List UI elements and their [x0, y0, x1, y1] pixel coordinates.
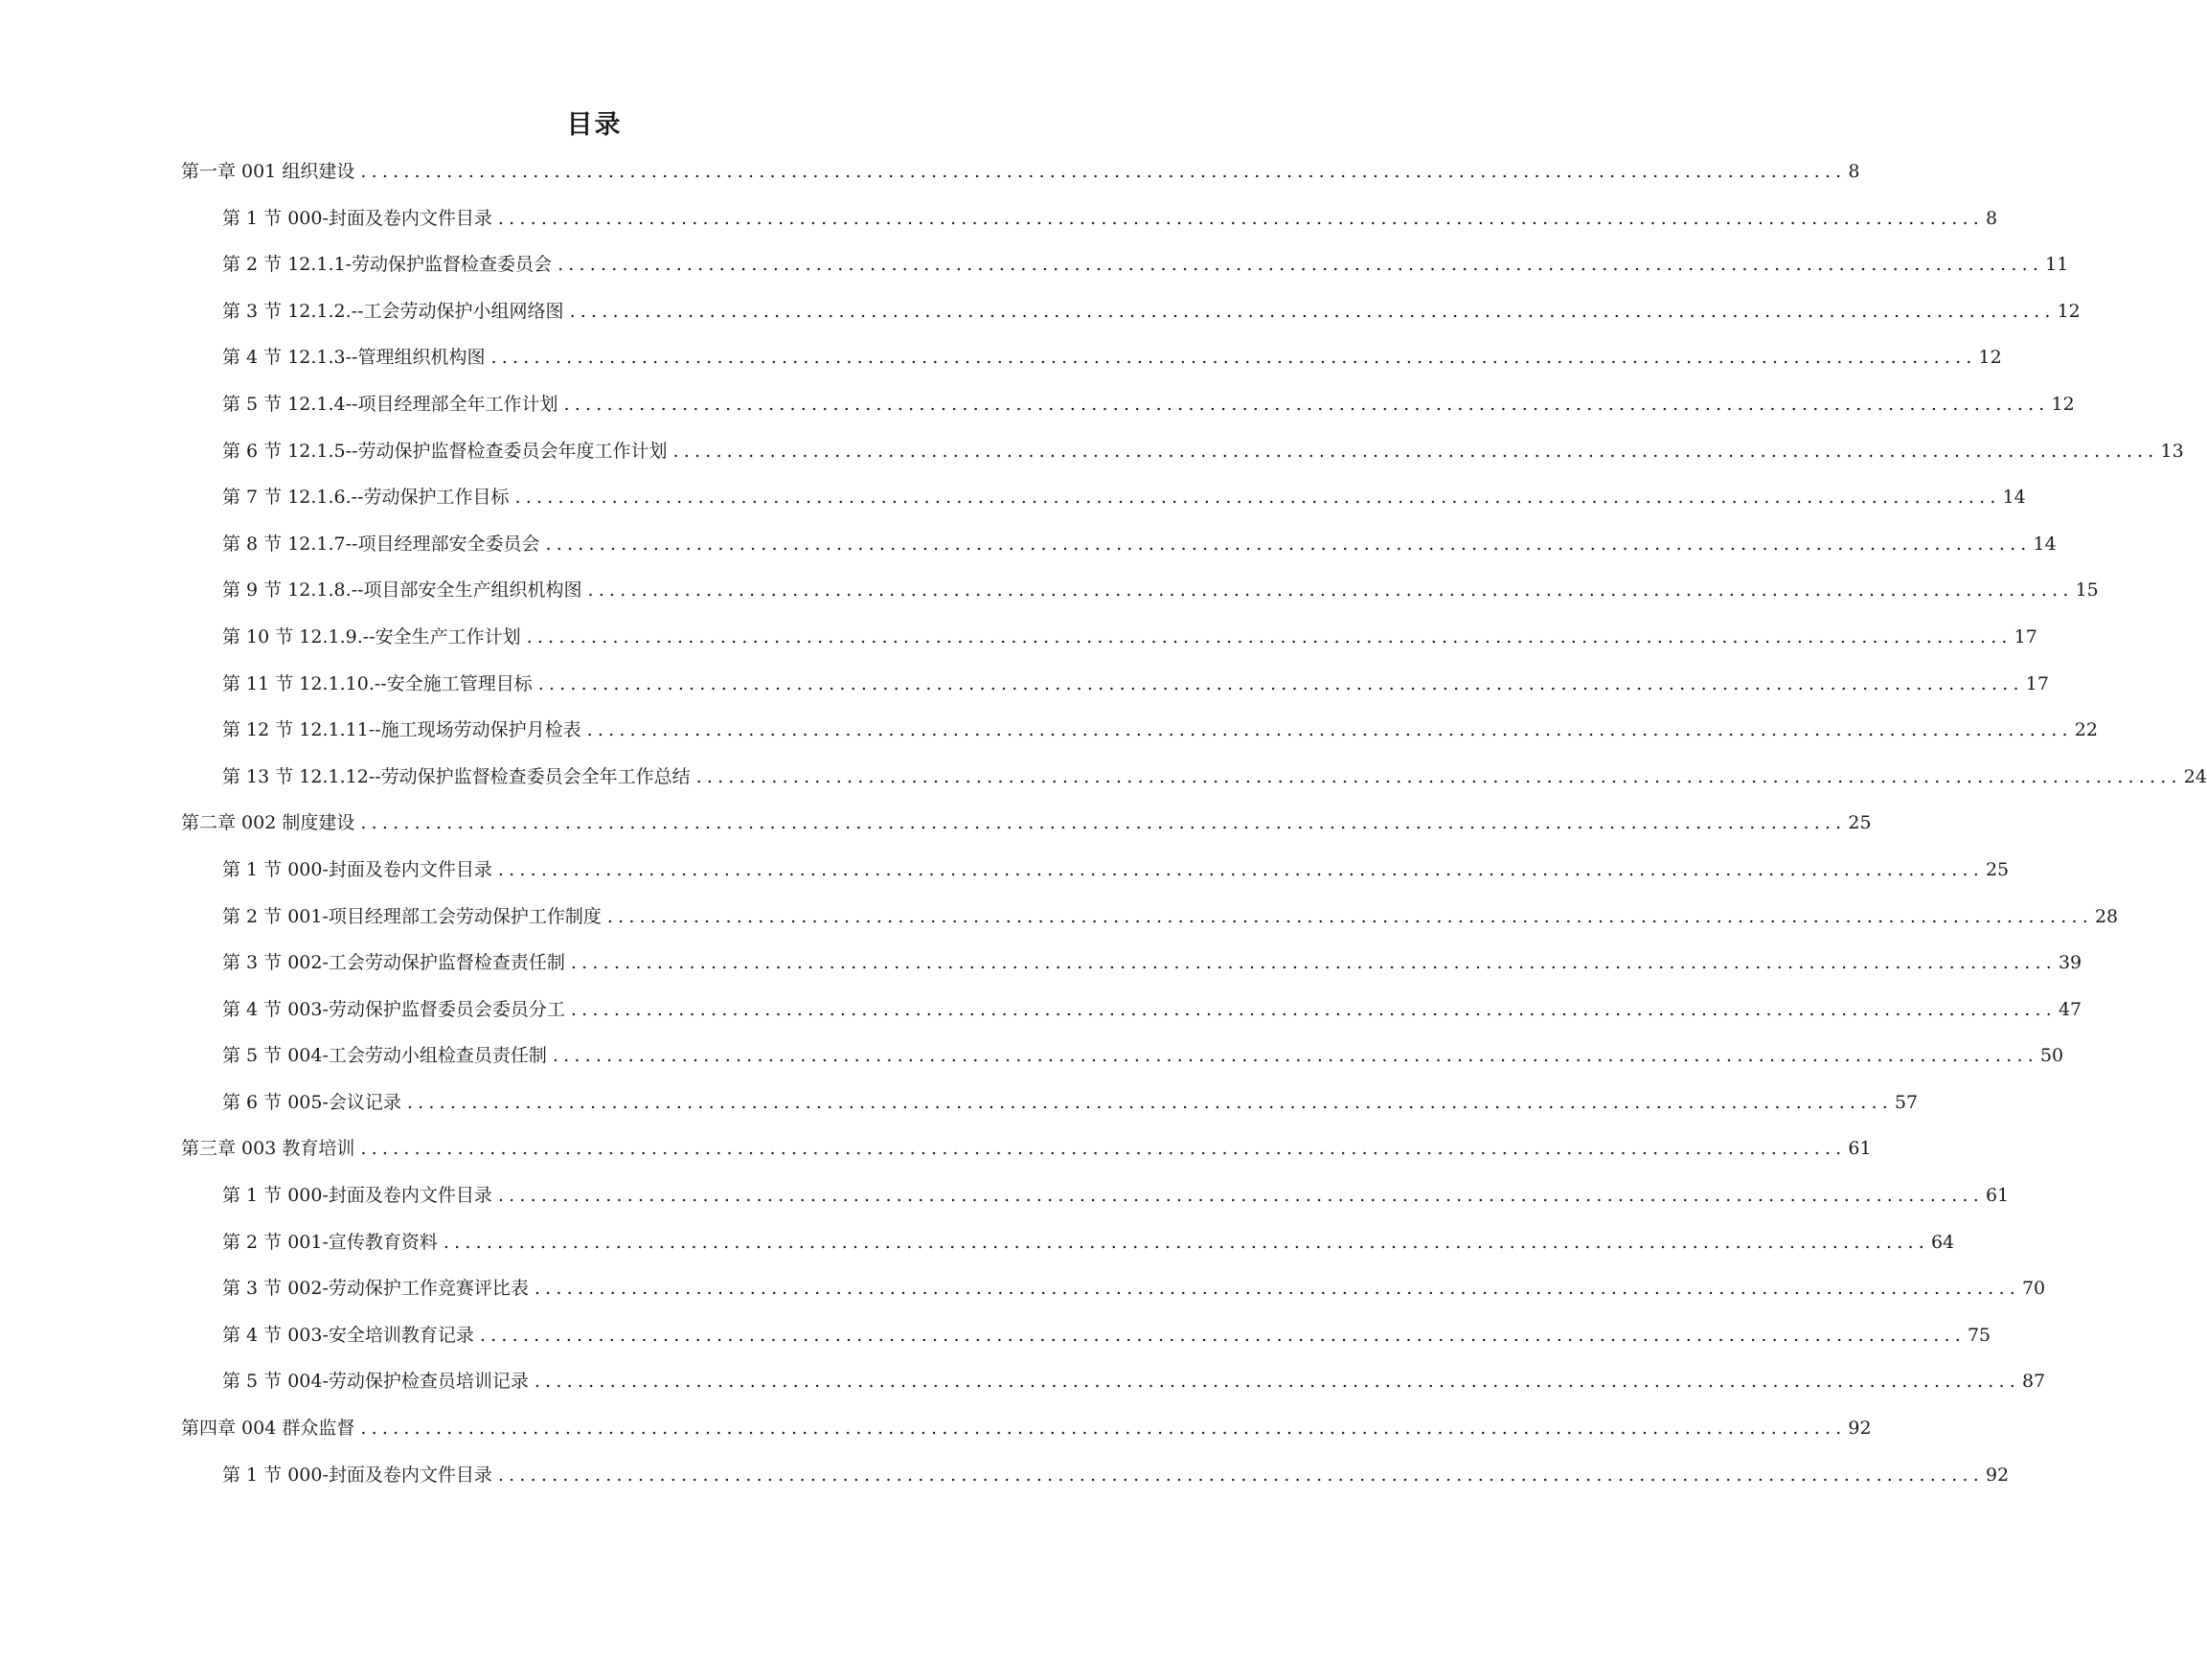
dot-leader: .......................................................................................................................................... — [443, 1231, 1929, 1253]
toc-section-entry[interactable] — [0, 624, 2037, 671]
dot-leader: .......................................................................................................................................... — [479, 1324, 1966, 1346]
toc-section-entry[interactable] — [0, 345, 2002, 392]
dot-leader: .......................................................................................................................................... — [586, 719, 2073, 741]
toc-entry-label: 第 1 节 000-封面及卷内文件目录 — [222, 207, 492, 229]
toc-entry-label: 第一章 001 组织建设 — [181, 161, 355, 182]
toc-section-entry[interactable] — [0, 1323, 1991, 1370]
toc-entry-label: 第 2 节 001-宣传教育资料 — [222, 1231, 438, 1253]
toc-page-number: 50 — [2039, 1045, 2064, 1067]
toc-page-number: 25 — [1848, 812, 1872, 834]
dot-leader: .......................................................................................................................................... — [672, 440, 2159, 462]
toc-page-number: 57 — [1894, 1091, 1919, 1113]
toc-page-number: 24 — [2183, 765, 2207, 787]
toc-page-number: 92 — [1985, 1464, 2010, 1486]
toc-entry-label: 第 4 节 003-安全培训教育记录 — [222, 1324, 474, 1346]
dot-leader: .......................................................................................................................................... — [695, 765, 2182, 787]
toc-page-number: 25 — [1985, 858, 2010, 880]
toc-entry-label: 第 1 节 000-封面及卷内文件目录 — [222, 858, 492, 880]
toc-entry-label: 第 2 节 12.1.1-劳动保护监督检查委员会 — [222, 254, 553, 276]
toc-page-number: 15 — [2075, 579, 2099, 602]
toc-section-entry[interactable] — [0, 252, 2069, 299]
toc-section-entry[interactable] — [0, 299, 2081, 346]
toc-entry-label: 第二章 002 制度建设 — [181, 812, 355, 834]
toc-entry-label: 第 5 节 004-劳动保护检查员培训记录 — [222, 1371, 529, 1393]
toc-page-number: 39 — [2058, 952, 2082, 974]
dot-leader: .......................................................................................................................................... — [537, 672, 2024, 694]
toc-section-entry[interactable] — [0, 1043, 2064, 1090]
toc-section-entry[interactable] — [0, 578, 2099, 624]
toc-section-entry[interactable] — [0, 392, 2075, 439]
toc-page-number: 87 — [2021, 1371, 2046, 1393]
toc-section-entry[interactable] — [0, 1369, 2046, 1416]
toc-page-number: 14 — [2002, 487, 2026, 509]
table-of-contents — [0, 159, 2207, 1509]
toc-entry-label: 第四章 004 群众监督 — [181, 1418, 355, 1440]
toc-chapter-entry[interactable] — [0, 1416, 1872, 1463]
toc-page-number: 14 — [2033, 533, 2057, 555]
dot-leader: .......................................................................................................................................... — [587, 579, 2074, 602]
dot-leader: .......................................................................................................................................... — [497, 858, 1984, 880]
dot-leader: .......................................................................................................................................... — [552, 1045, 2038, 1067]
toc-entry-label: 第 4 节 12.1.3--管理组织机构图 — [222, 347, 486, 369]
toc-section-entry[interactable] — [0, 997, 2082, 1044]
toc-page-number: 12 — [2057, 300, 2081, 322]
dot-leader: .......................................................................................................................................... — [490, 347, 1977, 369]
toc-entry-label: 第 1 节 000-封面及卷内文件目录 — [222, 1464, 492, 1486]
toc-page-number: 61 — [1848, 1138, 1872, 1160]
toc-entry-label: 第 8 节 12.1.7--项目经理部安全委员会 — [222, 533, 540, 555]
dot-leader: .......................................................................................................................................... — [360, 161, 1847, 182]
toc-section-entry[interactable] — [0, 857, 2010, 904]
toc-entry-label: 第三章 003 教育培训 — [181, 1138, 355, 1160]
page-title: 目录 — [566, 110, 623, 140]
toc-entry-label: 第 10 节 12.1.9.--安全生产工作计划 — [222, 625, 521, 647]
toc-section-entry[interactable] — [0, 1463, 2010, 1510]
dot-leader: .......................................................................................................................................... — [514, 487, 2001, 509]
toc-page-number: 8 — [1848, 161, 1860, 182]
toc-entry-label: 第 6 节 12.1.5--劳动保护监督检查委员会年度工作计划 — [222, 440, 668, 462]
dot-leader: .......................................................................................................................................... — [360, 1418, 1847, 1440]
dot-leader: .......................................................................................................................................... — [360, 1138, 1847, 1160]
toc-page-number: 11 — [2045, 254, 2069, 276]
toc-page-number: 8 — [1985, 207, 1998, 229]
toc-page-number: 22 — [2074, 719, 2098, 741]
toc-page-number: 12 — [2051, 393, 2075, 415]
dot-leader: .......................................................................................................................................... — [570, 998, 2057, 1020]
toc-page-number: 92 — [1848, 1418, 1872, 1440]
toc-entry-label: 第 2 节 001-项目经理部工会劳动保护工作制度 — [222, 905, 602, 927]
toc-section-entry[interactable] — [0, 1090, 1919, 1137]
dot-leader: .......................................................................................................................................... — [557, 254, 2044, 276]
dot-leader: .......................................................................................................................................... — [497, 1464, 1984, 1486]
dot-leader: .......................................................................................................................................... — [526, 625, 2013, 647]
dot-leader: .......................................................................................................................................... — [545, 533, 2032, 555]
toc-chapter-entry[interactable] — [0, 159, 1860, 206]
toc-page-number: 75 — [1967, 1324, 1991, 1346]
dot-leader: .......................................................................................................................................... — [360, 812, 1847, 834]
toc-page-number: 13 — [2160, 440, 2184, 462]
dot-leader: .......................................................................................................................................... — [406, 1091, 1893, 1113]
toc-entry-label: 第 12 节 12.1.11--施工现场劳动保护月检表 — [222, 719, 581, 741]
toc-page-number: 17 — [2014, 625, 2037, 647]
toc-page-number: 64 — [1930, 1231, 1955, 1253]
toc-section-entry[interactable] — [0, 439, 2184, 486]
toc-section-entry[interactable] — [0, 206, 1998, 253]
dot-leader: .......................................................................................................................................... — [606, 905, 2093, 927]
toc-section-entry[interactable] — [0, 485, 2026, 532]
toc-entry-label: 第 11 节 12.1.10.--安全施工管理目标 — [222, 672, 533, 694]
toc-entry-label: 第 13 节 12.1.12--劳动保护监督检查委员会全年工作总结 — [222, 765, 691, 787]
toc-page-number: 28 — [2094, 905, 2119, 927]
toc-page-number: 47 — [2058, 998, 2082, 1020]
toc-page-number: 12 — [1978, 347, 2002, 369]
dot-leader: .......................................................................................................................................... — [497, 207, 1984, 229]
toc-section-entry[interactable] — [0, 671, 2049, 718]
toc-page-number: 17 — [2025, 672, 2049, 694]
toc-page-number: 70 — [2021, 1278, 2046, 1300]
toc-entry-label: 第 6 节 005-会议记录 — [222, 1091, 401, 1113]
toc-entry-label: 第 3 节 12.1.2.--工会劳动保护小组网络图 — [222, 300, 564, 322]
toc-page-number: 61 — [1985, 1185, 2010, 1207]
dot-leader: .......................................................................................................................................... — [534, 1278, 2020, 1300]
toc-entry-label: 第 7 节 12.1.6.--劳动保护工作目标 — [222, 487, 510, 509]
toc-section-entry[interactable] — [0, 1183, 2010, 1230]
dot-leader: .......................................................................................................................................... — [534, 1371, 2020, 1393]
toc-entry-label: 第 3 节 002-工会劳动保护监督检查责任制 — [222, 952, 565, 974]
toc-entry-label: 第 3 节 002-劳动保护工作竞赛评比表 — [222, 1278, 529, 1300]
toc-entry-label: 第 9 节 12.1.8.--项目部安全生产组织机构图 — [222, 579, 582, 602]
dot-leader: .......................................................................................................................................... — [563, 393, 2050, 415]
dot-leader: .......................................................................................................................................... — [569, 300, 2056, 322]
toc-chapter-entry[interactable] — [0, 810, 1872, 857]
toc-section-entry[interactable] — [0, 1276, 2046, 1323]
toc-entry-label: 第 5 节 004-工会劳动小组检查员责任制 — [222, 1045, 547, 1067]
toc-entry-label: 第 5 节 12.1.4--项目经理部全年工作计划 — [222, 393, 558, 415]
dot-leader: .......................................................................................................................................... — [497, 1185, 1984, 1207]
toc-section-entry[interactable] — [0, 1230, 1955, 1277]
dot-leader: .......................................................................................................................................... — [570, 952, 2057, 974]
toc-entry-label: 第 4 节 003-劳动保护监督委员会委员分工 — [222, 998, 565, 1020]
toc-section-entry[interactable] — [0, 950, 2082, 997]
toc-section-entry[interactable] — [0, 717, 2098, 764]
toc-section-entry[interactable] — [0, 904, 2119, 951]
toc-section-entry[interactable] — [0, 764, 2207, 811]
toc-section-entry[interactable] — [0, 532, 2057, 579]
toc-entry-label: 第 1 节 000-封面及卷内文件目录 — [222, 1185, 492, 1207]
toc-chapter-entry[interactable] — [0, 1136, 1872, 1183]
